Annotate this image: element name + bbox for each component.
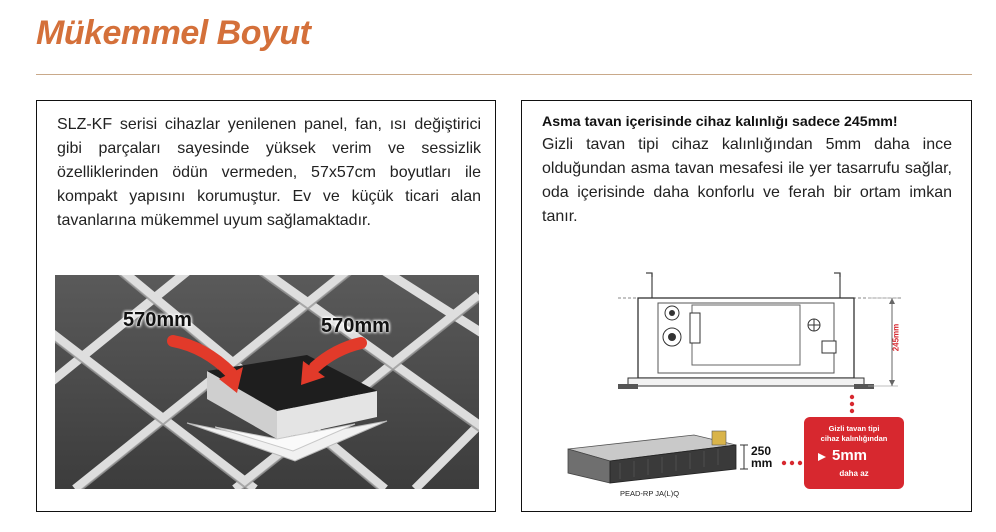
unit-height-label: 245mm	[891, 323, 901, 352]
left-description: SLZ-KF serisi cihazlar yenilenen panel, fan, ısı değiştirici gibi parçaları sayesinde yüksek verim ve sessizlik özelliklerinden ödün vermeden, 57x57cm boyutları ile kompakt yapısını korumuştur. Ev ve küçük ticari alan tavanlarına mükemmel uyum sağlamaktadır.	[57, 116, 481, 229]
title-divider	[36, 74, 972, 75]
right-panel	[521, 100, 972, 512]
callout-line-1: Gizli tavan tipi	[828, 424, 880, 433]
ceiling-grid-illustration	[55, 275, 479, 489]
dimension-label-right: 570mm	[321, 315, 390, 337]
page-title: Mükemmel Boyut	[36, 14, 311, 52]
unit-cross-section-diagram	[522, 101, 971, 511]
left-panel	[36, 100, 496, 512]
dimension-label-left: 570mm	[123, 309, 192, 331]
ceiling-unit-photo	[55, 275, 479, 489]
duct-height-unit: mm	[751, 456, 773, 470]
duct-height-value: 250	[751, 444, 772, 458]
callout-suffix: daha az	[839, 469, 869, 478]
model-label: PEAD-RP JA(L)Q	[620, 489, 680, 498]
callout-value: 5mm	[832, 447, 868, 464]
right-description: Gizli tavan tipi cihaz kalınlığından 5mm daha ince olduğundan asma tavan mesafesi ile yer tasarrufu sağlar, oda içerisinde daha konforlu ve ferah bir ortam imkan tanır.	[542, 136, 952, 225]
callout-line-2: cihaz kalınlığından	[820, 434, 888, 443]
right-heading: Asma tavan içerisinde cihaz kalınlığı sadece 245mm!	[542, 114, 898, 130]
